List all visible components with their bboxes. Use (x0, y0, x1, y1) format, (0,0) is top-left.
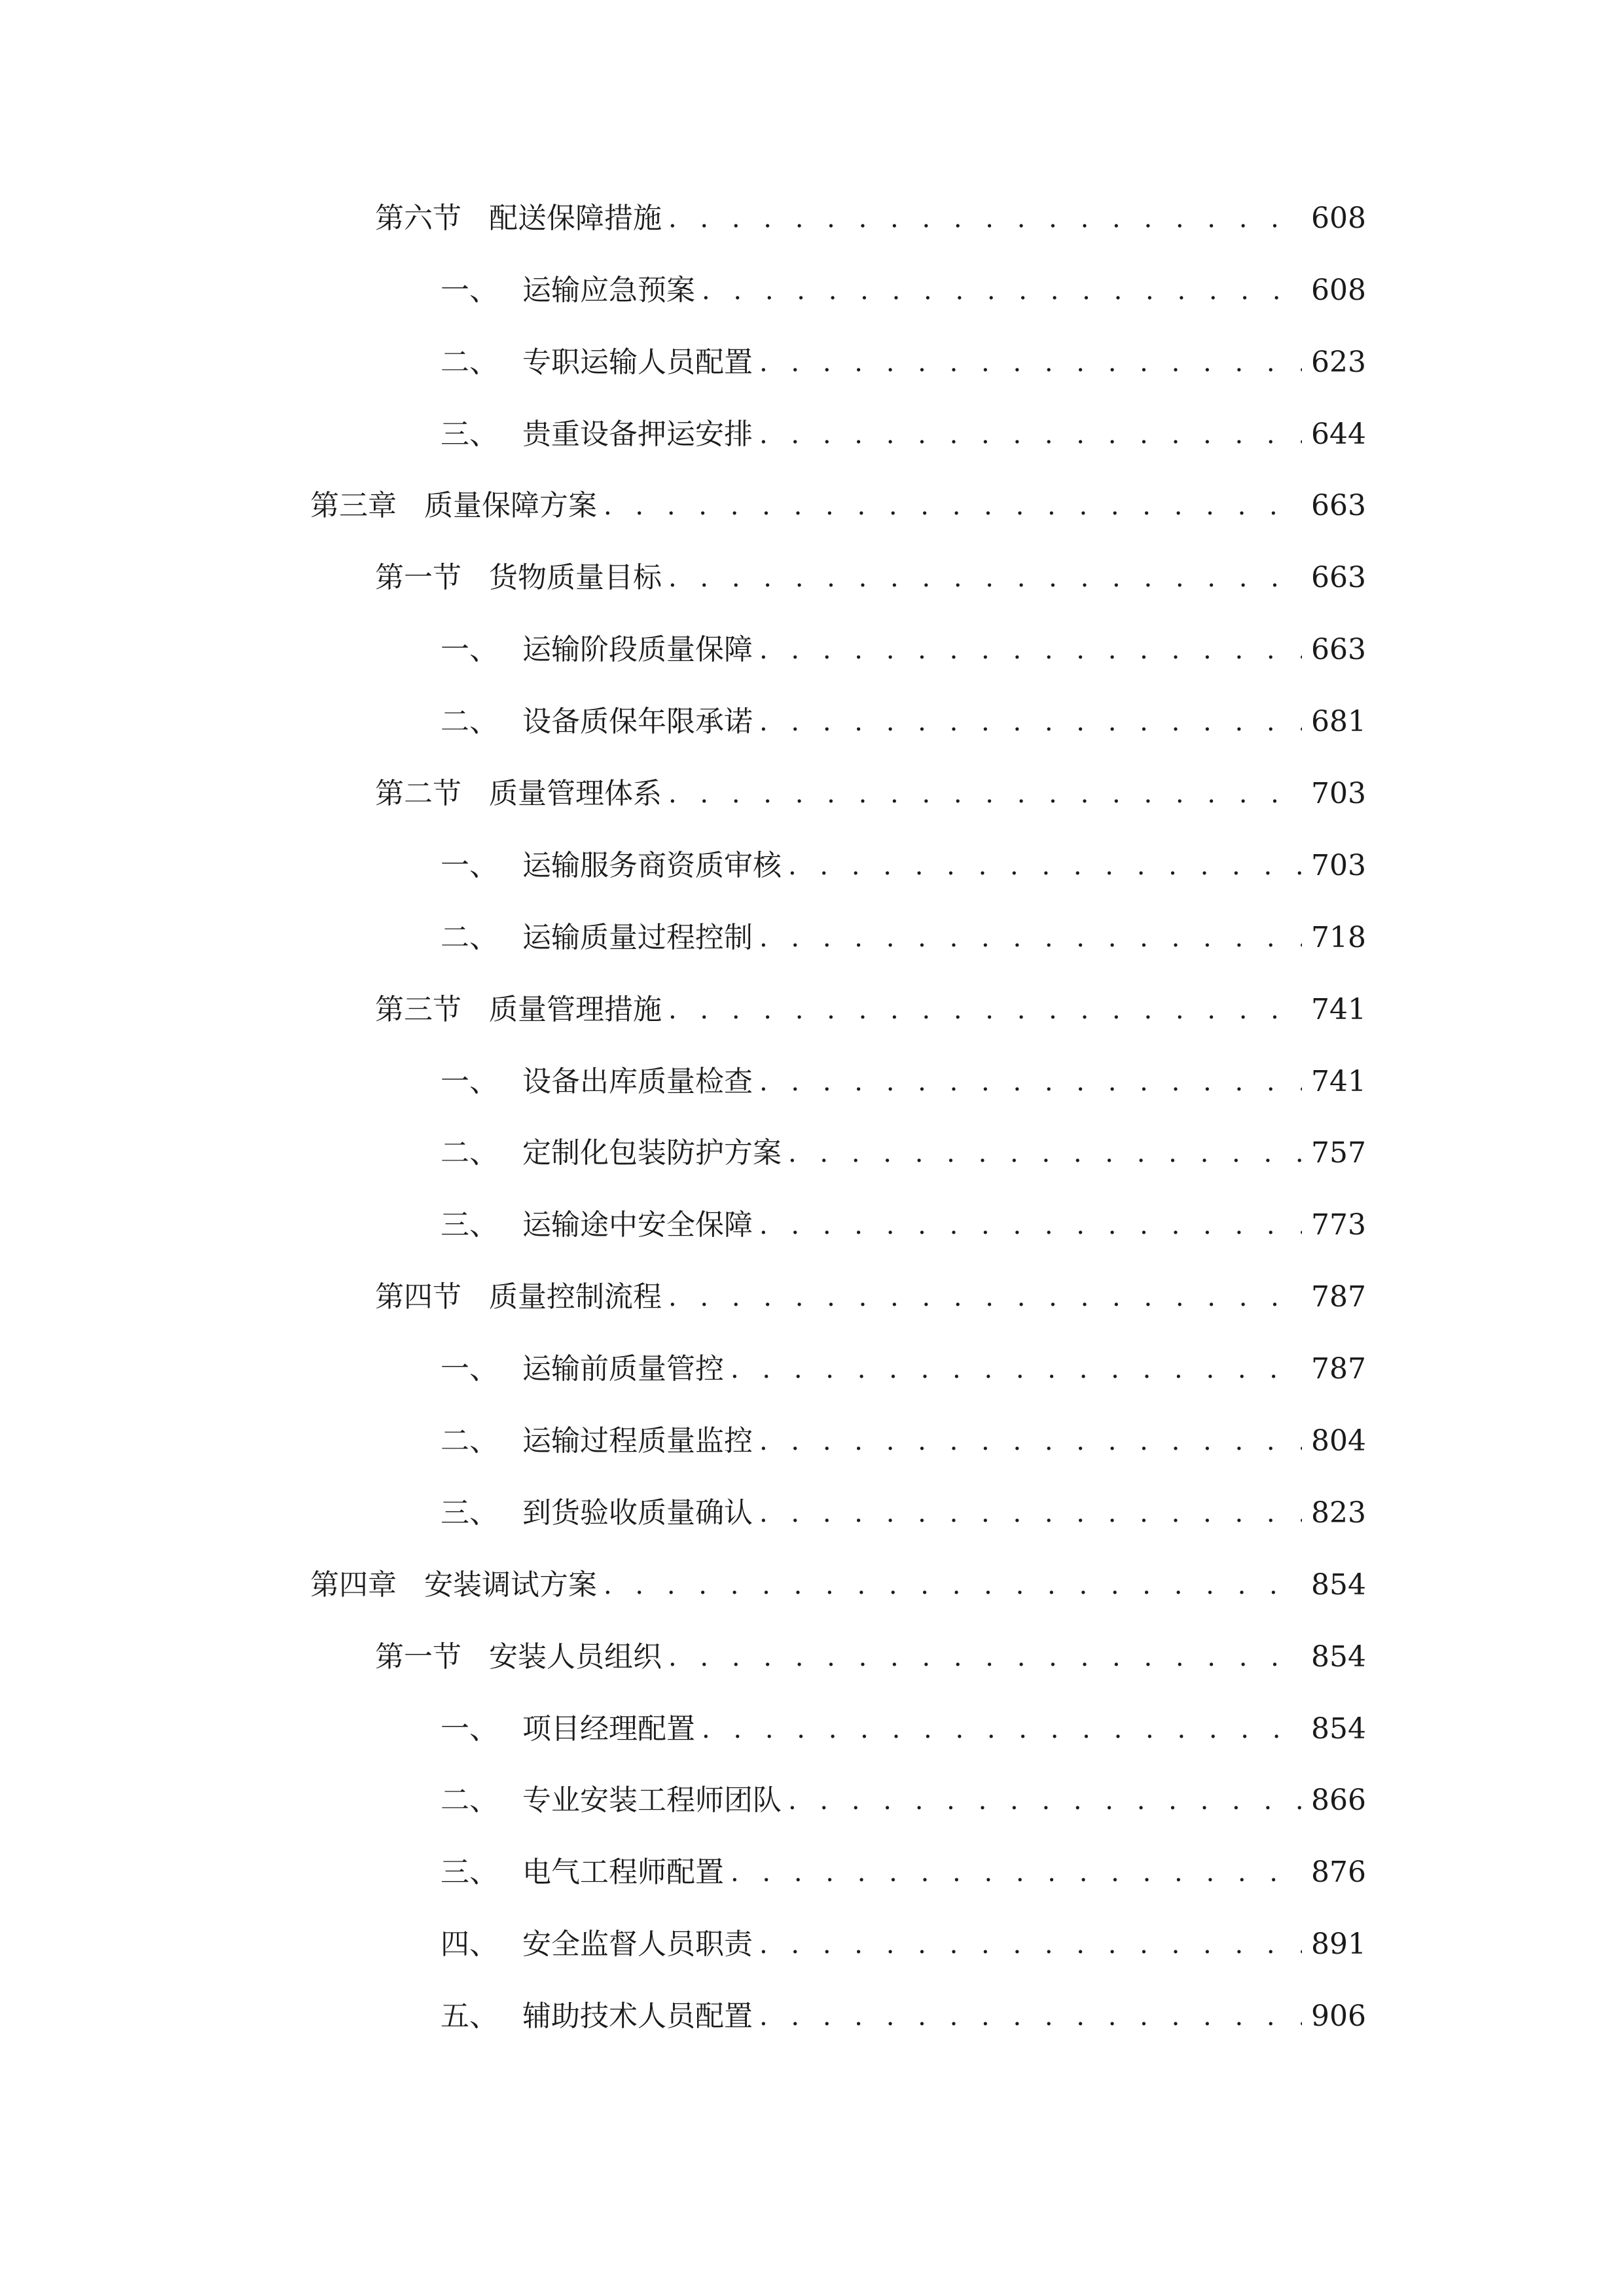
toc-entry-page: 866 (1311, 1784, 1366, 1817)
toc-entry-number: 第一节 (375, 1640, 461, 1674)
dot-leader (759, 408, 1302, 461)
dot-leader (759, 1199, 1302, 1251)
dot-leader (759, 1415, 1302, 1467)
toc-entry-number: 一、 (441, 1352, 498, 1386)
toc-entry-title: 运输阶段质量保障 (522, 633, 753, 666)
toc-entry-page: 741 (1311, 1065, 1366, 1098)
dot-leader (759, 1487, 1302, 1539)
toc-entry-title: 设备出库质量检查 (522, 1065, 753, 1098)
toc-entry-number: 第二节 (375, 777, 461, 810)
toc-entry[interactable] (441, 1056, 1366, 1108)
toc-entry-number: 三、 (441, 1496, 498, 1530)
toc-entry-page: 663 (1311, 561, 1366, 594)
toc-entry-page: 703 (1311, 777, 1366, 810)
toc-entry-number: 一、 (441, 849, 498, 882)
toc-entry-page: 773 (1311, 1208, 1366, 1242)
toc-entry-page: 644 (1311, 418, 1366, 451)
toc-entry[interactable] (441, 840, 1366, 892)
dot-leader (604, 1559, 1302, 1611)
toc-entry-title: 专业安装工程师团队 (522, 1784, 782, 1817)
toc-entry-page: 804 (1311, 1424, 1366, 1458)
toc-entry-title: 质量管理体系 (489, 777, 662, 810)
toc-entry-page: 787 (1311, 1280, 1366, 1314)
toc-entry-title: 电气工程师配置 (522, 1856, 724, 1889)
toc-entry[interactable] (375, 1271, 1366, 1323)
dot-leader (759, 912, 1302, 964)
toc-entry-number: 一、 (441, 1065, 498, 1098)
toc-entry-title: 安装调试方案 (424, 1568, 597, 1602)
toc-entry-page: 623 (1311, 346, 1366, 379)
toc-entry-page: 718 (1311, 921, 1366, 954)
toc-entry-page: 891 (1311, 1928, 1366, 1961)
toc-entry-page: 787 (1311, 1352, 1366, 1386)
toc-entry[interactable] (441, 1199, 1366, 1251)
toc-entry[interactable] (441, 336, 1366, 389)
toc-entry-page: 741 (1311, 993, 1366, 1026)
toc-entry-number: 三、 (441, 1208, 498, 1242)
toc-entry[interactable] (310, 1559, 1366, 1611)
toc-entry[interactable] (441, 1415, 1366, 1467)
dot-leader (668, 192, 1302, 245)
toc-entry[interactable] (441, 912, 1366, 964)
toc-entry[interactable] (441, 264, 1366, 317)
dot-leader (731, 1846, 1302, 1899)
toc-entry[interactable] (375, 1631, 1366, 1683)
toc-entry-number: 一、 (441, 633, 498, 666)
dot-leader (668, 984, 1302, 1036)
toc-entry-page: 823 (1311, 1496, 1366, 1530)
toc-entry[interactable] (441, 408, 1366, 461)
dot-leader (759, 1918, 1302, 1971)
toc-entry-number: 第三节 (375, 993, 461, 1026)
toc-entry-number: 二、 (441, 705, 498, 738)
toc-entry-page: 703 (1311, 849, 1366, 882)
dot-leader (668, 1271, 1302, 1323)
toc-entry[interactable] (441, 696, 1366, 748)
dot-leader (668, 768, 1302, 820)
toc-entry-number: 四、 (441, 1928, 498, 1961)
toc-entry-title: 运输前质量管控 (522, 1352, 724, 1386)
toc-entry[interactable] (441, 1846, 1366, 1899)
toc-entry-number: 一、 (441, 274, 498, 307)
dot-leader (788, 1774, 1302, 1827)
dot-leader (788, 840, 1302, 892)
toc-entry-page: 663 (1311, 633, 1366, 666)
dot-leader (668, 552, 1302, 604)
toc-entry-number: 第四章 (310, 1568, 397, 1602)
dot-leader (702, 264, 1302, 317)
dot-leader (731, 1343, 1302, 1395)
toc-entry[interactable] (441, 1703, 1366, 1755)
dot-leader (759, 624, 1302, 676)
toc-entry-page: 854 (1311, 1568, 1366, 1602)
toc-entry-page: 608 (1311, 274, 1366, 307)
toc-entry-page: 906 (1311, 2000, 1366, 2033)
toc-entry[interactable] (441, 1487, 1366, 1539)
toc-entry-title: 专职运输人员配置 (522, 346, 753, 379)
toc-entry-title: 质量控制流程 (489, 1280, 662, 1314)
dot-leader (702, 1703, 1302, 1755)
toc-entry-title: 运输质量过程控制 (522, 921, 753, 954)
dot-leader (759, 696, 1302, 748)
toc-entry-page: 681 (1311, 705, 1366, 738)
toc-entry[interactable] (441, 1343, 1366, 1395)
toc-entry[interactable] (310, 480, 1366, 532)
toc-entry-number: 第四节 (375, 1280, 461, 1314)
toc-entry-number: 二、 (441, 1424, 498, 1458)
toc-entry-number: 第一节 (375, 561, 461, 594)
toc-entry-page: 608 (1311, 202, 1366, 235)
toc-entry-number: 三、 (441, 1856, 498, 1889)
toc-entry-title: 运输途中安全保障 (522, 1208, 753, 1242)
toc-entry-page: 854 (1311, 1712, 1366, 1746)
toc-entry-title: 项目经理配置 (522, 1712, 695, 1746)
dot-leader (788, 1127, 1302, 1179)
toc-entry-title: 运输应急预案 (522, 274, 695, 307)
dot-leader (759, 1056, 1302, 1108)
toc-entry-number: 第六节 (375, 202, 461, 235)
toc-entry-title: 货物质量目标 (489, 561, 662, 594)
toc-entry-title: 贵重设备押运安排 (522, 418, 753, 451)
toc-entry-title: 定制化包装防护方案 (522, 1136, 782, 1170)
toc-entry[interactable] (441, 1127, 1366, 1179)
toc-entry[interactable] (375, 192, 1366, 245)
toc-entry-title: 辅助技术人员配置 (522, 2000, 753, 2033)
toc-entry-title: 安装人员组织 (489, 1640, 662, 1674)
dot-leader (668, 1631, 1302, 1683)
toc-entry-page: 854 (1311, 1640, 1366, 1674)
toc-entry-number: 二、 (441, 346, 498, 379)
dot-leader (759, 1990, 1302, 2043)
toc-entry-page: 876 (1311, 1856, 1366, 1889)
toc-entry-number: 三、 (441, 418, 498, 451)
toc-entry-title: 运输服务商资质审核 (522, 849, 782, 882)
toc-entry[interactable] (441, 1918, 1366, 1971)
toc-entry-page: 663 (1311, 489, 1366, 522)
toc-entry-number: 二、 (441, 921, 498, 954)
toc-entry[interactable] (375, 984, 1366, 1036)
toc-entry-page: 757 (1311, 1136, 1366, 1170)
toc-entry-number: 第三章 (310, 489, 397, 522)
toc-entry-number: 五、 (441, 2000, 498, 2033)
toc-entry-number: 一、 (441, 1712, 498, 1746)
toc-entry-title: 设备质保年限承诺 (522, 705, 753, 738)
dot-leader (759, 336, 1302, 389)
toc-entry-title: 安全监督人员职责 (522, 1928, 753, 1961)
toc-entry-title: 配送保障措施 (489, 202, 662, 235)
toc-entry[interactable] (441, 1990, 1366, 2043)
toc-entry-title: 到货验收质量确认 (522, 1496, 753, 1530)
toc-entry[interactable] (441, 624, 1366, 676)
toc-entry-title: 运输过程质量监控 (522, 1424, 753, 1458)
toc-entry[interactable] (441, 1774, 1366, 1827)
toc-entry-title: 质量管理措施 (489, 993, 662, 1026)
toc-entry-title: 质量保障方案 (424, 489, 597, 522)
toc-entry-number: 二、 (441, 1784, 498, 1817)
dot-leader (604, 480, 1302, 532)
toc-entry-number: 二、 (441, 1136, 498, 1170)
toc-entry[interactable] (375, 552, 1366, 604)
toc-entry[interactable] (375, 768, 1366, 820)
